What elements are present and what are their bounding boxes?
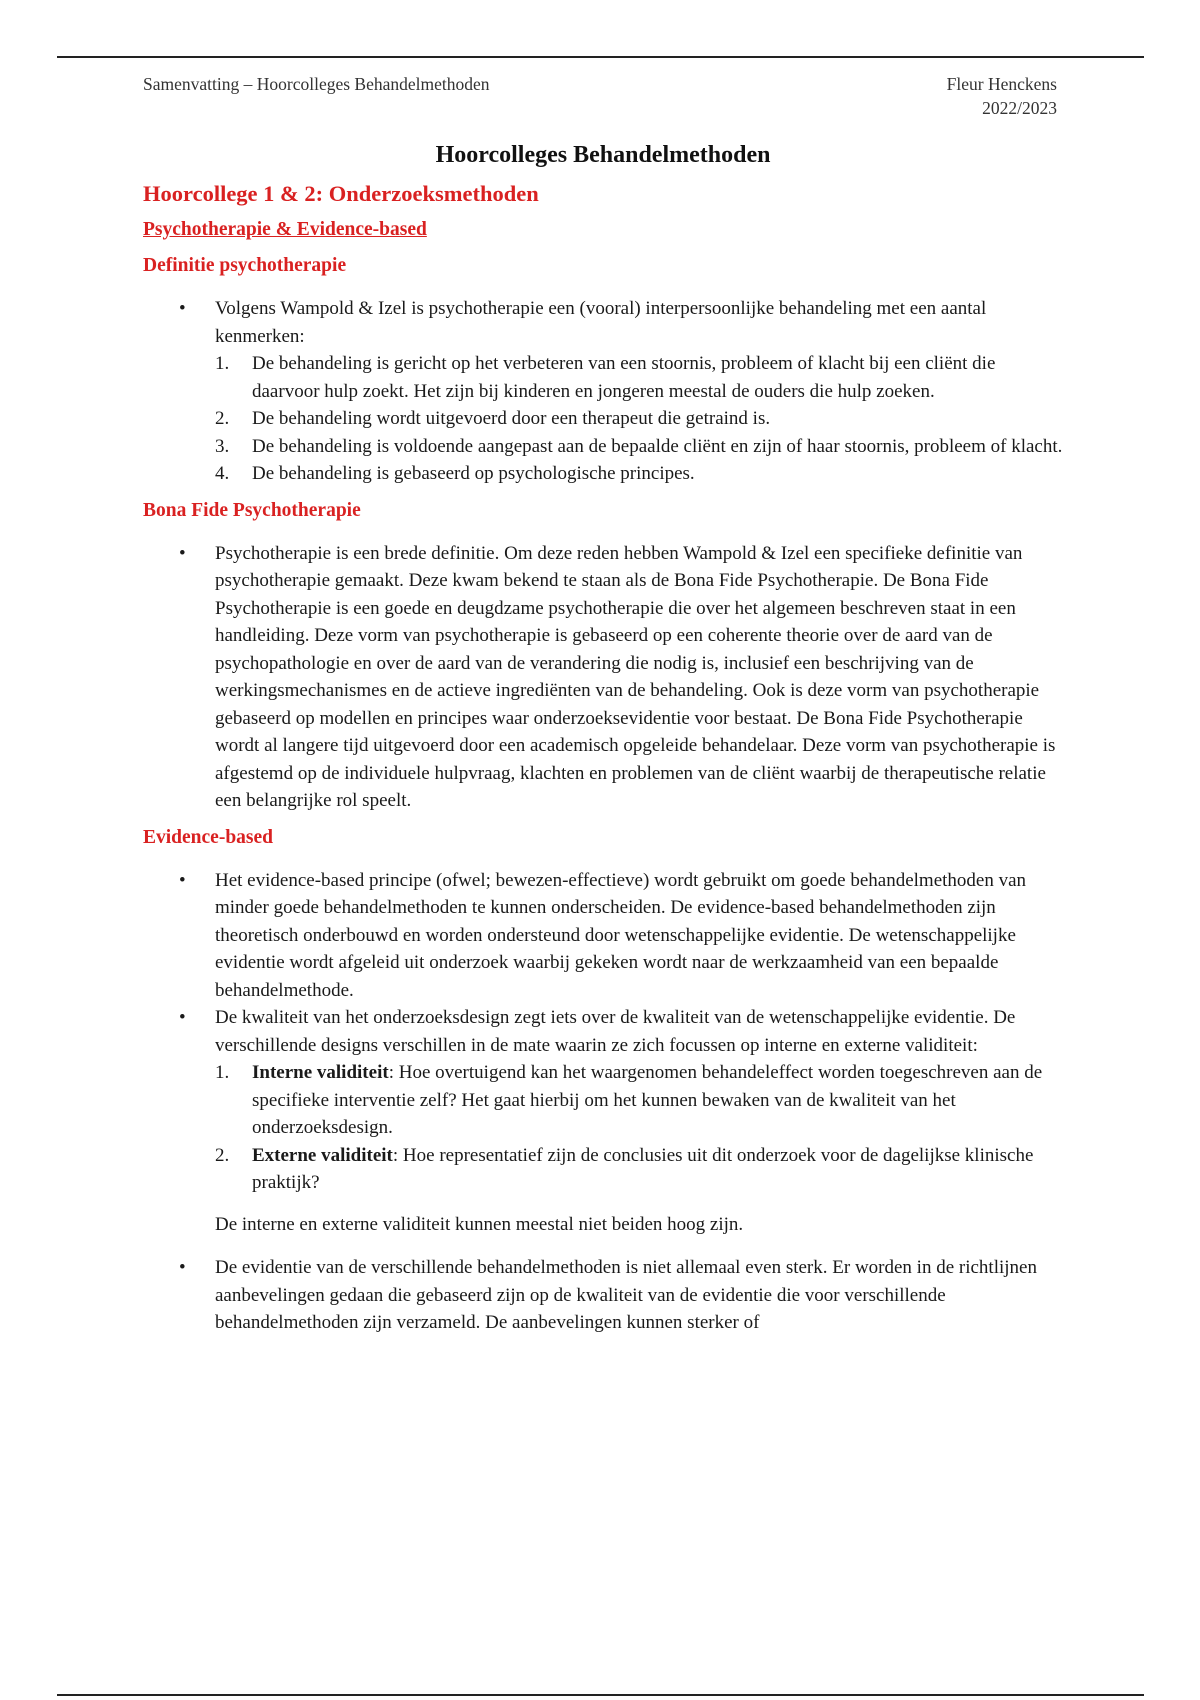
bullet-list-evidence-continued	[143, 1254, 1063, 1337]
bullet-icon: •	[179, 1007, 186, 1028]
list-item	[143, 540, 1063, 815]
bullet-icon: •	[179, 1257, 186, 1278]
numbered-list-validiteit	[215, 1059, 1063, 1197]
list-item-text: Volgens Wampold & Izel is psychotherapie een (vooral) interpersoonlijke behandeling met een aantal kenmerken:	[215, 298, 987, 347]
list-item-text: De evidentie van de verschillende behandelmethoden is niet allemaal even sterk. Er worden in de richtlijnen aanbevelingen gedaan die gebaseerd zijn op de kwaliteit van de evidentie die voor verschillende behandelmethoden zijn verzameld. De aanbevelingen kunnen sterker of	[215, 1257, 1037, 1333]
bottom-rule	[57, 1694, 1144, 1696]
list-item-text: Het evidence-based principe (ofwel; bewezen-effectieve) wordt gebruikt om goede behandelmethoden van minder goede behandelmethoden te kunnen onderscheiden. De evidence-based behandelmethoden zijn theoretisch onderbouwd en worden ondersteund door wetenschappelijke evidentie. De wetenschappelijke evidentie wordt afgeleid uit onderzoek waarbij gekeken wordt naar de werkzaamheid van een bepaalde behandelmethode.	[215, 869, 1027, 1001]
subsection-heading: Psychotherapie & Evidence-based	[143, 219, 427, 240]
numbered-item: 3. De behandeling is voldoende aangepast aan de bepaalde cliënt en zijn of haar stoornis, probleem of klacht.	[215, 435, 1063, 457]
running-header-title: Samenvatting – Hoorcolleges Behandelmethoden	[143, 74, 490, 94]
bullet-icon: •	[179, 542, 186, 564]
document-title: Hoorcolleges Behandelmethoden	[435, 142, 771, 168]
validity-note: De interne en externe validiteit kunnen meestal niet beiden hoog zijn.	[215, 1213, 744, 1235]
numbered-item: 1. Interne validiteit: Hoe overtuigend kan het waargenomen behandeleffect worden toegeschreven aan de specifieke interventie zelf? Het gaat hierbij om het kunnen bewaken van de kwaliteit van het onderzoeksdesign.	[215, 1062, 1043, 1138]
term: Externe validiteit	[252, 1144, 393, 1166]
bullet-icon: •	[179, 298, 186, 319]
numbered-list-kenmerken	[215, 350, 1063, 488]
bullet-list-definitie	[143, 295, 1063, 488]
bullet-list-evidence	[143, 867, 1063, 1197]
document-body	[143, 142, 1063, 1349]
list-item-text: Psychotherapie is een brede definitie. Om deze reden hebben Wampold & Izel een specifieke definitie van psychotherapie gemaakt. Deze kwam bekend te staan als de Bona Fide Psychotherapie. De Bona Fide Psychotherapie is een goede en deugdzame psychotherapie die over het algemeen beschreven staat in een handleiding. Deze vorm van psychotherapie is gebaseerd op een coherente theorie over de aard van de psychopathologie en over de aard van de verandering die nodig is, inclusief een beschrijving van de werkingsmechanismes en de actieve ingrediënten van de behandeling. Ook is deze vorm van psychotherapie gebaseerd op modellen en principes waar onderzoeksevidentie voor bestaat. De Bona Fide Psychotherapie wordt al langere tijd uitgevoerd door een academisch opgeleide behandelaar. Deze vorm van psychotherapie is afgestemd op de individuele hulpvraag, klachten en problemen van de cliënt waarbij de therapeutische relatie een belangrijke rol speelt.	[215, 542, 1056, 811]
list-item	[143, 1004, 1063, 1197]
section-heading: Hoorcollege 1 & 2: Onderzoeksmethoden	[143, 181, 539, 206]
bullet-icon: •	[179, 869, 186, 891]
bullet-list-bona-fide	[143, 540, 1063, 815]
list-item-text: De kwaliteit van het onderzoeksdesign zegt iets over de kwaliteit van de wetenschappelijke evidentie. De verschillende designs verschillen in de mate waarin ze zich focussen op interne en externe validiteit:	[215, 1007, 1016, 1056]
numbered-item: 1. De behandeling is gericht op het verbeteren van een stoornis, probleem of klacht bij een cliënt die daarvoor hulp zoekt. Het zijn bij kinderen en jongeren meestal de ouders die hulp zoeken.	[215, 353, 996, 402]
term: Interne validiteit	[252, 1062, 389, 1083]
numbered-item: 2. De behandeling wordt uitgevoerd door een therapeut die getraind is.	[215, 408, 771, 429]
numbered-item: 2. Externe validiteit: Hoe representatief zijn de conclusies uit dit onderzoek voor de dagelijkse klinische praktijk?	[215, 1144, 1034, 1193]
heading-definitie: Definitie psychotherapie	[143, 255, 347, 276]
list-item	[143, 295, 1063, 488]
academic-year: 2022/2023	[982, 98, 1057, 118]
heading-bona-fide: Bona Fide Psychotherapie	[143, 499, 361, 521]
author-name: Fleur Henckens	[946, 74, 1057, 94]
running-header-author	[947, 72, 1057, 120]
list-item	[143, 867, 1063, 1005]
top-rule	[57, 56, 1144, 58]
numbered-item: 4. De behandeling is gebaseerd op psychologische principes.	[215, 463, 695, 484]
heading-evidence-based: Evidence-based	[143, 826, 274, 848]
list-item	[143, 1254, 1063, 1337]
